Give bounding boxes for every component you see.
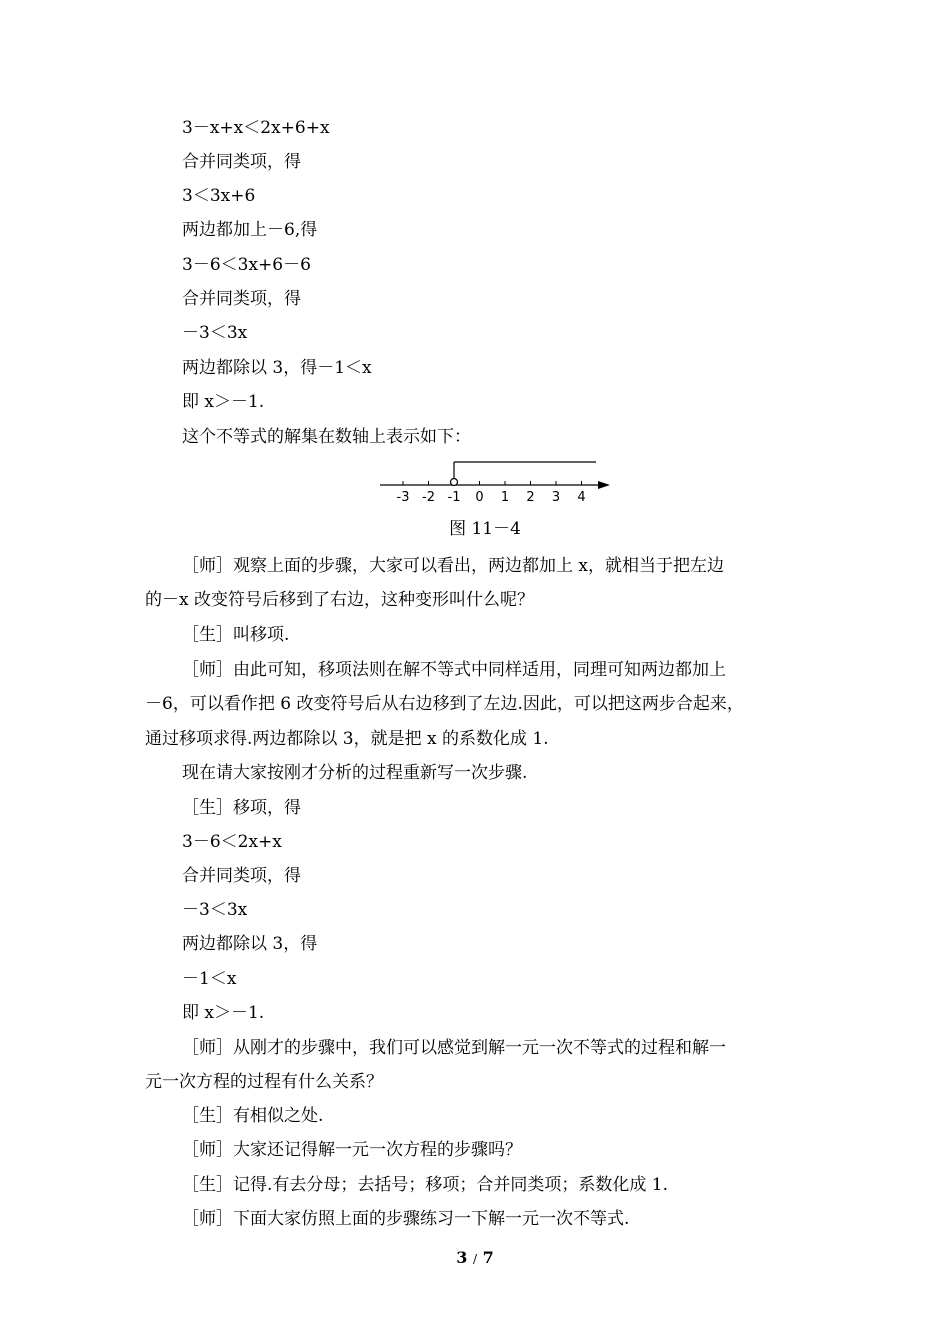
- text-line: 即 x＞－1.: [182, 1003, 265, 1023]
- equation-line: －3＜3x: [182, 900, 248, 920]
- text-line: 两边都加上－6,得: [182, 220, 318, 240]
- text-line: 合并同类项，得: [182, 152, 301, 172]
- text-line: 即 x＞－1.: [182, 392, 265, 412]
- paragraph-line: ［师］由此可知，移项法则在解不等式中同样适用，同理可知两边都加上: [182, 660, 726, 680]
- paragraph-line: 通过移项求得.两边都除以 3，就是把 x 的系数化成 1.: [145, 729, 549, 749]
- paragraph-line: ［生］有相似之处.: [182, 1106, 324, 1126]
- equation-line: －3＜3x: [182, 323, 248, 343]
- paragraph-line: －6，可以看作把 6 改变符号后从右边移到了左边.因此，可以把这两步合起来，: [145, 694, 744, 714]
- number-line-figure: [378, 457, 618, 507]
- equation-line: 3－x+x＜2x+6+x: [182, 118, 330, 138]
- equation-line: 3－6＜3x+6－6: [182, 255, 311, 275]
- open-endpoint-circle: [451, 479, 458, 486]
- axis-arrow-icon: [598, 481, 610, 489]
- paragraph-line: ［生］叫移项.: [182, 625, 290, 645]
- text-line: 两边都除以 3，得－1＜x: [182, 358, 372, 378]
- paragraph-line: ［生］记得.有去分母；去括号；移项；合并同类项；系数化成 1.: [182, 1175, 669, 1195]
- page-current: 3: [456, 1248, 468, 1267]
- paragraph-line: ［师］下面大家仿照上面的步骤练习一下解一元一次不等式.: [182, 1209, 630, 1229]
- page-number: [0, 1248, 950, 1267]
- text-line: 两边都除以 3，得: [182, 934, 318, 954]
- equation-line: －1＜x: [182, 969, 237, 989]
- tick-label: -2: [422, 490, 435, 505]
- paragraph-line: ［师］大家还记得解一元一次方程的步骤吗？: [182, 1140, 522, 1160]
- tick-group: [403, 481, 582, 485]
- text-line: 合并同类项，得: [182, 289, 301, 309]
- tick-label: 1: [500, 490, 510, 505]
- paragraph-line: 元一次方程的过程有什么关系？: [145, 1072, 383, 1092]
- page-separator: /: [472, 1252, 478, 1266]
- paragraph-line: 的－x 改变符号后移到了右边，这种变形叫什么呢？: [145, 590, 534, 610]
- tick-label: 0: [475, 490, 484, 505]
- tick-label: -3: [396, 490, 410, 505]
- paragraph-line: 现在请大家按刚才分析的过程重新写一次步骤.: [182, 763, 528, 783]
- tick-label: -1: [447, 490, 461, 505]
- page-total: 7: [482, 1248, 494, 1267]
- paragraph-line: ［师］从刚才的步骤中，我们可以感觉到解一元一次不等式的过程和解一: [182, 1038, 726, 1058]
- tick-label: 2: [526, 490, 535, 505]
- text-line: 这个不等式的解集在数轴上表示如下：: [182, 427, 471, 447]
- paragraph-line: ［师］观察上面的步骤，大家可以看出，两边都加上 x，就相当于把左边: [182, 556, 724, 576]
- equation-line: 3－6＜2x+x: [182, 832, 282, 852]
- tick-label: 3: [551, 490, 561, 505]
- paragraph-line: ［生］移项，得: [182, 798, 301, 818]
- figure-caption: 图 11－4: [449, 519, 521, 539]
- tick-label: 4: [577, 490, 586, 505]
- tick-label-group: [397, 490, 586, 505]
- equation-line: 3＜3x+6: [182, 186, 256, 206]
- text-line: 合并同类项，得: [182, 866, 301, 886]
